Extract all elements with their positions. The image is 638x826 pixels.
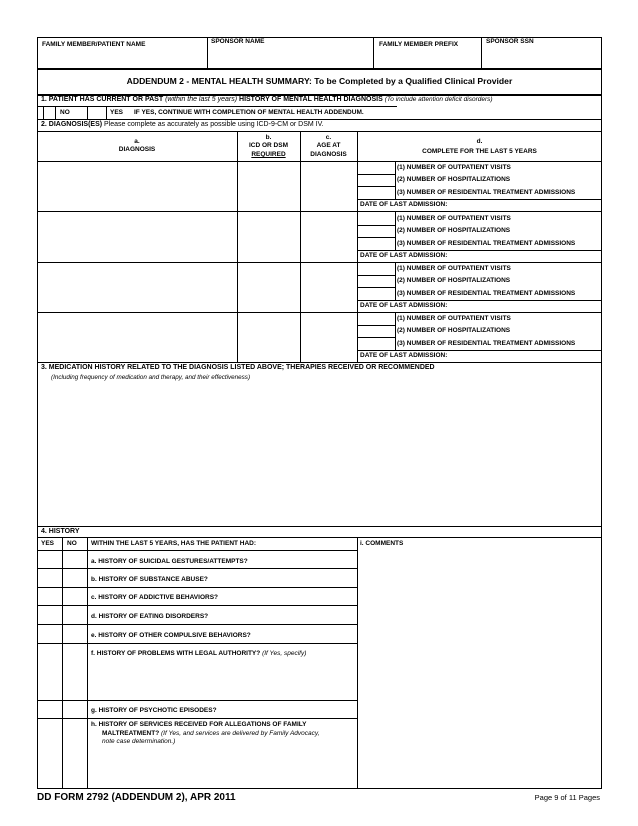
- history-a-yes-checkbox[interactable]: [38, 551, 61, 567]
- history-b-no-checkbox[interactable]: [63, 569, 86, 586]
- outpatient-visits-label: (1) NUMBER OF OUTPATIENT VISITS: [397, 265, 511, 272]
- comments-label: i. COMMENTS: [360, 540, 404, 547]
- history-item-h: h. HISTORY OF SERVICES RECEIVED FOR ALLEGATIONS OF FAMILY MALTREATMENT? (If Yes, and services are delivered by Family Advocacy, note case determination.): [91, 721, 320, 746]
- col-c-letter: c.: [325, 134, 332, 141]
- outpatient-visits-label: (1) NUMBER OF OUTPATIENT VISITS: [397, 315, 511, 322]
- diagnosis-field-4[interactable]: [39, 313, 236, 361]
- section4-heading: 4. HISTORY: [41, 528, 80, 535]
- residential-admissions-label: (3) NUMBER OF RESIDENTIAL TREATMENT ADMISSIONS: [397, 240, 576, 247]
- age-at-diagnosis-field-3[interactable]: [302, 263, 356, 311]
- section3-subheading: (Including frequency of medication and therapy, and their effectiveness): [51, 374, 251, 381]
- col-divider: [300, 131, 301, 362]
- col-divider: [395, 262, 396, 300]
- divider: [37, 526, 602, 527]
- section2-heading: 2. DIAGNOSIS(ES) Please complete as accurately as possible using ICD-9-CM or DSM IV.: [41, 121, 324, 128]
- family-prefix-field[interactable]: [375, 50, 480, 68]
- col-divider: [357, 537, 358, 789]
- history-c-no-checkbox[interactable]: [63, 588, 86, 604]
- history-e-yes-checkbox[interactable]: [38, 625, 61, 642]
- divider: [37, 537, 602, 538]
- sponsor-name-label: SPONSOR NAME: [211, 38, 265, 45]
- hospitalizations-label: (2) NUMBER OF HOSPITALIZATIONS: [397, 227, 511, 234]
- last-admission-field-3[interactable]: [462, 301, 600, 311]
- outpatient-visits-field-4[interactable]: [358, 313, 394, 325]
- yes-label: YES: [110, 109, 124, 116]
- section3-heading: 3. MEDICATION HISTORY RELATED TO THE DIAGNOSIS LISTED ABOVE; THERAPIES RECEIVED OR RECOMMENDED: [41, 364, 435, 371]
- residential-admissions-label: (3) NUMBER OF RESIDENTIAL TREATMENT ADMISSIONS: [397, 290, 576, 297]
- history-item-b: b. HISTORY OF SUBSTANCE ABUSE?: [91, 576, 208, 583]
- diagnosis-field-3[interactable]: [39, 263, 236, 311]
- history-f-yes-checkbox[interactable]: [38, 644, 61, 699]
- history-d-no-checkbox[interactable]: [63, 606, 86, 623]
- last-admission-field-4[interactable]: [462, 351, 600, 361]
- col-a-header: DIAGNOSIS: [118, 146, 156, 153]
- page-title: ADDENDUM 2 - MENTAL HEALTH SUMMARY: To be Completed by a Qualified Clinical Provider: [126, 76, 513, 86]
- family-member-field[interactable]: [39, 50, 206, 68]
- history-b-yes-checkbox[interactable]: [38, 569, 61, 586]
- col-divider: [237, 131, 238, 362]
- history-f-no-checkbox[interactable]: [63, 644, 86, 699]
- history-item-c: c. HISTORY OF ADDICTIVE BEHAVIORS?: [91, 594, 219, 601]
- hospitalizations-label: (2) NUMBER OF HOSPITALIZATIONS: [397, 176, 511, 183]
- outpatient-visits-label: (1) NUMBER OF OUTPATIENT VISITS: [397, 215, 511, 222]
- family-member-label: FAMILY MEMBER/PATIENT NAME: [42, 41, 146, 48]
- last-admission-label: DATE OF LAST ADMISSION:: [360, 302, 448, 309]
- section1-heading: 1. PATIENT HAS CURRENT OR PAST (within the last 5 years) HISTORY OF MENTAL HEALTH DIAGNOSIS (To include attention deficit disorders): [41, 96, 493, 103]
- history-item-g: g. HISTORY OF PSYCHOTIC EPISODES?: [91, 707, 217, 714]
- no-checkbox[interactable]: [43, 106, 56, 119]
- age-at-diagnosis-field-4[interactable]: [302, 313, 356, 361]
- col-b-required: REQUIRED: [251, 151, 286, 158]
- header-divider: [207, 37, 208, 69]
- col-c-header-2: DIAGNOSIS: [310, 151, 347, 158]
- yes-column-header: YES: [41, 540, 55, 547]
- outpatient-visits-field-2[interactable]: [358, 213, 394, 225]
- col-divider: [395, 161, 396, 199]
- hospitalizations-label: (2) NUMBER OF HOSPITALIZATIONS: [397, 327, 511, 334]
- icd-dsm-field-3[interactable]: [239, 263, 299, 311]
- history-e-no-checkbox[interactable]: [63, 625, 86, 642]
- residential-admissions-label: (3) NUMBER OF RESIDENTIAL TREATMENT ADMISSIONS: [397, 340, 576, 347]
- sponsor-name-field[interactable]: [209, 50, 372, 68]
- last-admission-field-1[interactable]: [462, 200, 600, 210]
- history-item-d: d. HISTORY OF EATING DISORDERS?: [91, 613, 209, 620]
- no-column-header: NO: [67, 540, 77, 547]
- divider: [37, 119, 602, 120]
- hospitalizations-label: (2) NUMBER OF HOSPITALIZATIONS: [397, 277, 511, 284]
- col-a-letter: a.: [134, 138, 140, 145]
- residential-admissions-field-3[interactable]: [358, 288, 394, 300]
- icd-dsm-field-1[interactable]: [239, 162, 299, 210]
- history-g-yes-checkbox[interactable]: [38, 701, 61, 717]
- icd-dsm-field-4[interactable]: [239, 313, 299, 361]
- residential-admissions-field-2[interactable]: [358, 238, 394, 250]
- yes-note: IF YES, CONTINUE WITH COMPLETION OF MENTAL HEALTH ADDENDUM.: [134, 109, 364, 116]
- outpatient-visits-label: (1) NUMBER OF OUTPATIENT VISITS: [397, 164, 511, 171]
- sponsor-ssn-field[interactable]: [483, 50, 600, 68]
- history-item-f: f. HISTORY OF PROBLEMS WITH LEGAL AUTHORITY? (If Yes, specify): [91, 650, 307, 657]
- col-b-letter: b.: [265, 134, 272, 141]
- sponsor-ssn-label: SPONSOR SSN: [486, 38, 534, 45]
- family-prefix-label: FAMILY MEMBER PREFIX: [379, 41, 459, 48]
- col-b-header: ICD OR DSM: [249, 142, 288, 149]
- history-h-no-checkbox[interactable]: [63, 719, 86, 788]
- col-divider: [87, 537, 88, 789]
- col-d-header: COMPLETE FOR THE LAST 5 YEARS: [422, 148, 537, 155]
- yes-checkbox[interactable]: [87, 106, 107, 119]
- history-item-a: a. HISTORY OF SUICIDAL GESTURES/ATTEMPTS?: [91, 558, 248, 565]
- history-h-yes-checkbox[interactable]: [38, 719, 61, 788]
- outpatient-visits-field-1[interactable]: [358, 162, 394, 174]
- divider: [37, 68, 602, 70]
- hospitalizations-field-2[interactable]: [358, 225, 394, 237]
- col-c-header: AGE AT: [316, 142, 341, 149]
- hospitalizations-field-1[interactable]: [358, 174, 394, 186]
- col-divider: [395, 212, 396, 250]
- last-admission-field-2[interactable]: [462, 251, 600, 261]
- history-item-e: e. HISTORY OF OTHER COMPULSIVE BEHAVIORS?: [91, 632, 251, 639]
- history-c-yes-checkbox[interactable]: [38, 588, 61, 604]
- divider: [37, 211, 602, 212]
- hospitalizations-field-3[interactable]: [358, 275, 394, 287]
- history-question: WITHIN THE LAST 5 YEARS, HAS THE PATIENT HAD:: [91, 540, 257, 547]
- diagnosis-field-2[interactable]: [39, 213, 236, 261]
- no-label: NO: [60, 109, 70, 116]
- diagnosis-field-1[interactable]: [39, 162, 236, 210]
- age-at-diagnosis-field-1[interactable]: [302, 162, 356, 210]
- residential-admissions-label: (3) NUMBER OF RESIDENTIAL TREATMENT ADMISSIONS: [397, 189, 576, 196]
- divider: [37, 131, 602, 132]
- outpatient-visits-field-3[interactable]: [358, 263, 394, 275]
- page-number: Page 9 of 11 Pages: [534, 793, 600, 802]
- history-g-no-checkbox[interactable]: [63, 701, 86, 717]
- comments-field[interactable]: [359, 550, 600, 786]
- age-at-diagnosis-field-2[interactable]: [302, 213, 356, 261]
- last-admission-label: DATE OF LAST ADMISSION:: [360, 252, 448, 259]
- history-d-yes-checkbox[interactable]: [38, 606, 61, 623]
- last-admission-label: DATE OF LAST ADMISSION:: [360, 201, 448, 208]
- last-admission-label: DATE OF LAST ADMISSION:: [360, 352, 448, 359]
- col-d-letter: d.: [476, 138, 483, 145]
- col-divider: [395, 312, 396, 350]
- header-divider: [481, 37, 482, 69]
- history-a-no-checkbox[interactable]: [63, 551, 86, 567]
- icd-dsm-field-2[interactable]: [239, 213, 299, 261]
- medication-history-field[interactable]: [39, 384, 600, 524]
- residential-admissions-field-4[interactable]: [358, 338, 394, 350]
- form-id: DD FORM 2792 (ADDENDUM 2), APR 2011: [37, 792, 236, 803]
- divider: [37, 362, 602, 363]
- residential-admissions-field-1[interactable]: [358, 187, 394, 199]
- header-divider: [373, 37, 374, 69]
- hospitalizations-field-4[interactable]: [358, 325, 394, 337]
- legal-specify-field[interactable]: [89, 660, 355, 698]
